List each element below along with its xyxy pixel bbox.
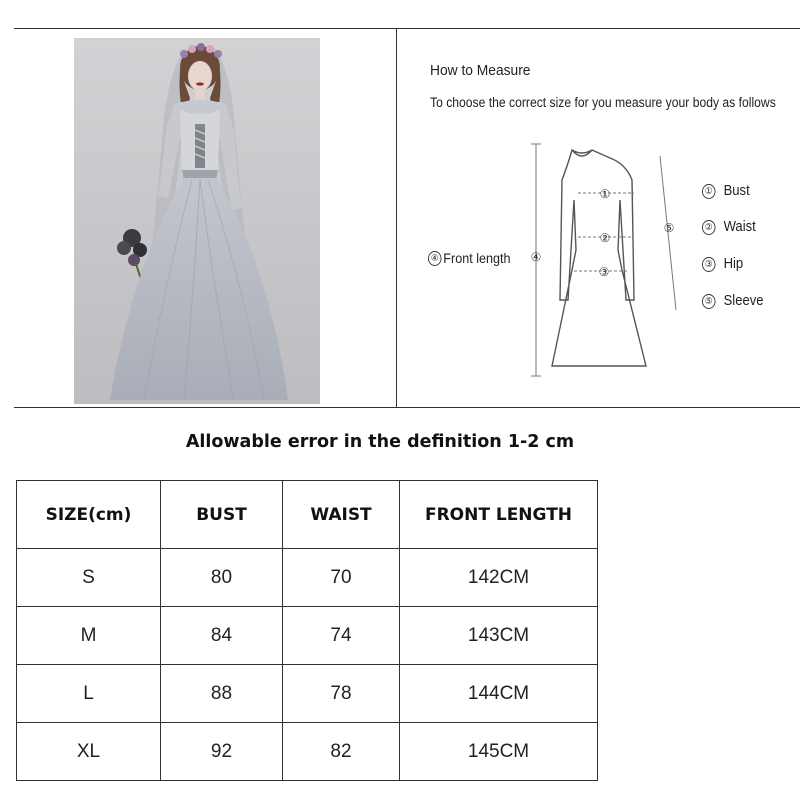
- table-row: [17, 549, 598, 607]
- allowable-error-note: Allowable error in the definition 1-2 cm: [185, 432, 575, 452]
- legend-label: Hip: [723, 256, 744, 272]
- cell-bust: 92: [161, 723, 283, 781]
- header-bust: BUST: [161, 481, 283, 549]
- legend-number: ①: [702, 184, 716, 199]
- bust-marker: ①: [599, 187, 611, 201]
- header-waist: WAIST: [283, 481, 400, 549]
- cell-front-length: 144CM: [400, 665, 598, 723]
- cell-waist: 82: [283, 723, 400, 781]
- legend-label: Waist: [723, 219, 756, 235]
- panel-divider: [396, 28, 397, 408]
- how-to-measure-subtitle: To choose the correct size for you measure your body as follows: [430, 95, 776, 110]
- cell-front-length: 142CM: [400, 549, 598, 607]
- cell-waist: 74: [283, 607, 400, 665]
- legend-item-sleeve: [702, 293, 764, 309]
- legend-item-waist: [702, 219, 756, 235]
- header-size: SIZE(cm): [17, 481, 161, 549]
- legend-number: ③: [702, 257, 716, 272]
- bride-costume-illustration: [74, 38, 320, 404]
- legend-label: Sleeve: [723, 293, 764, 309]
- front-length-label: [428, 250, 511, 266]
- legend-item-bust: [702, 183, 750, 199]
- cell-bust: 80: [161, 549, 283, 607]
- table-row: [17, 665, 598, 723]
- cell-size: S: [17, 549, 161, 607]
- waist-marker: ②: [599, 231, 611, 245]
- product-photo: [74, 38, 320, 404]
- table-row: [17, 607, 598, 665]
- cell-waist: 78: [283, 665, 400, 723]
- header-front-length: FRONT LENGTH: [400, 481, 598, 549]
- cell-front-length: 143CM: [400, 607, 598, 665]
- legend-item-hip: [702, 256, 743, 272]
- cell-size: L: [17, 665, 161, 723]
- cell-bust: 84: [161, 607, 283, 665]
- front-length-marker: ④: [530, 250, 542, 264]
- sleeve-marker: ⑤: [663, 221, 675, 235]
- legend-number: ⑤: [702, 294, 716, 309]
- cell-size: XL: [17, 723, 161, 781]
- how-to-measure-title: How to Measure: [430, 62, 531, 79]
- cell-front-length: 145CM: [400, 723, 598, 781]
- legend-number: ②: [702, 220, 716, 235]
- hip-marker: ③: [598, 265, 610, 279]
- size-chart-table: [16, 480, 598, 781]
- front-length-text: Front length: [443, 250, 511, 266]
- table-header-row: [17, 481, 598, 549]
- dress-outline: [552, 150, 646, 366]
- cell-waist: 70: [283, 549, 400, 607]
- cell-size: M: [17, 607, 161, 665]
- table-row: [17, 723, 598, 781]
- legend-label: Bust: [723, 183, 750, 199]
- cell-bust: 88: [161, 665, 283, 723]
- front-length-number: ④: [428, 251, 442, 266]
